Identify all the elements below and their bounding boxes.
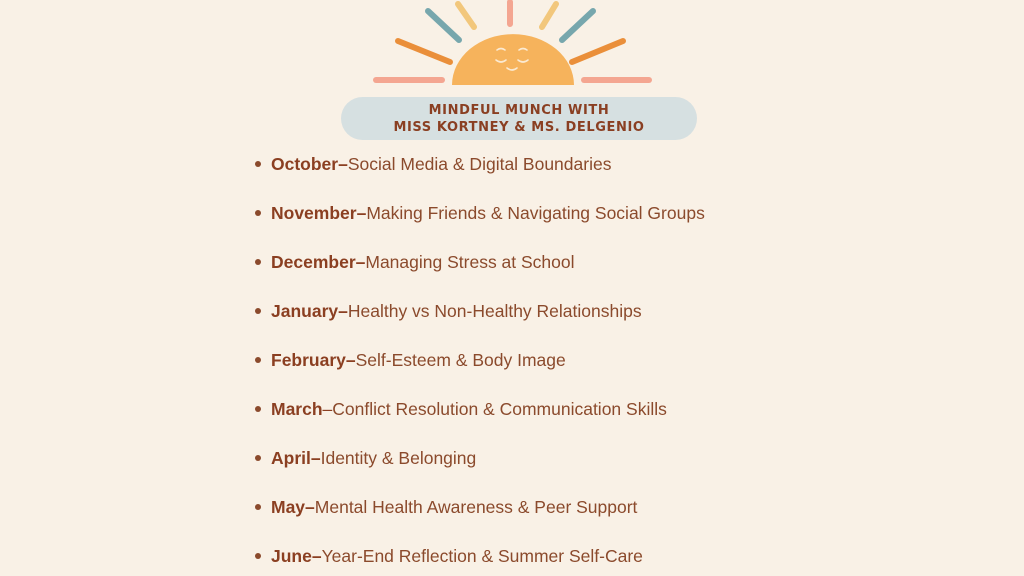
separator: –: [305, 496, 315, 517]
month-label: January: [271, 300, 339, 321]
list-item: [255, 544, 643, 568]
list-item: [255, 397, 667, 421]
list-item: [255, 348, 566, 372]
title-line-2: MISS KORTNEY & MS. DELGENIO: [393, 119, 645, 135]
bullet-icon: [255, 504, 261, 510]
topic-label: Identity & Belonging: [320, 447, 477, 468]
topic-label: Conflict Resolution & Communication Skills: [332, 398, 667, 419]
bullet-icon: [255, 161, 261, 167]
separator: –: [311, 545, 322, 566]
separator: –: [310, 447, 321, 468]
month-label: May: [271, 496, 306, 517]
topic-label: Social Media & Digital Boundaries: [347, 153, 612, 174]
separator: –: [355, 251, 366, 272]
separator: –: [345, 349, 356, 370]
bullet-icon: [255, 406, 261, 412]
bullet-icon: [255, 259, 261, 265]
bullet-icon: [255, 455, 261, 461]
topic-label: Healthy vs Non-Healthy Relationships: [347, 300, 642, 321]
month-label: February: [271, 349, 346, 370]
list-item: [255, 152, 611, 176]
list-item: [255, 201, 705, 225]
bullet-icon: [255, 308, 261, 314]
month-label: October: [271, 153, 339, 174]
month-label: November: [271, 202, 357, 223]
topic-label: Managing Stress at School: [365, 251, 575, 272]
list-item: [255, 250, 575, 274]
separator: –: [356, 202, 367, 223]
month-label: April: [271, 447, 311, 468]
list-item: [255, 495, 637, 519]
separator: –: [338, 300, 348, 321]
bullet-icon: [255, 357, 261, 363]
separator: –: [338, 153, 348, 174]
topic-label: Self-Esteem & Body Image: [355, 349, 566, 370]
topic-label: Year-End Reflection & Summer Self-Care: [321, 545, 643, 566]
list-item: [255, 299, 642, 323]
month-label: June: [271, 545, 312, 566]
month-label: December: [271, 251, 356, 272]
title-line-1: MINDFUL MUNCH WITH: [428, 102, 610, 118]
topic-label: Mental Health Awareness & Peer Support: [314, 496, 638, 517]
separator: –: [322, 398, 333, 419]
bullet-icon: [255, 210, 261, 216]
bullet-icon: [255, 553, 261, 559]
month-label: March: [271, 398, 323, 419]
topic-label: Making Friends & Navigating Social Groups: [366, 202, 705, 223]
list-item: [255, 446, 476, 470]
